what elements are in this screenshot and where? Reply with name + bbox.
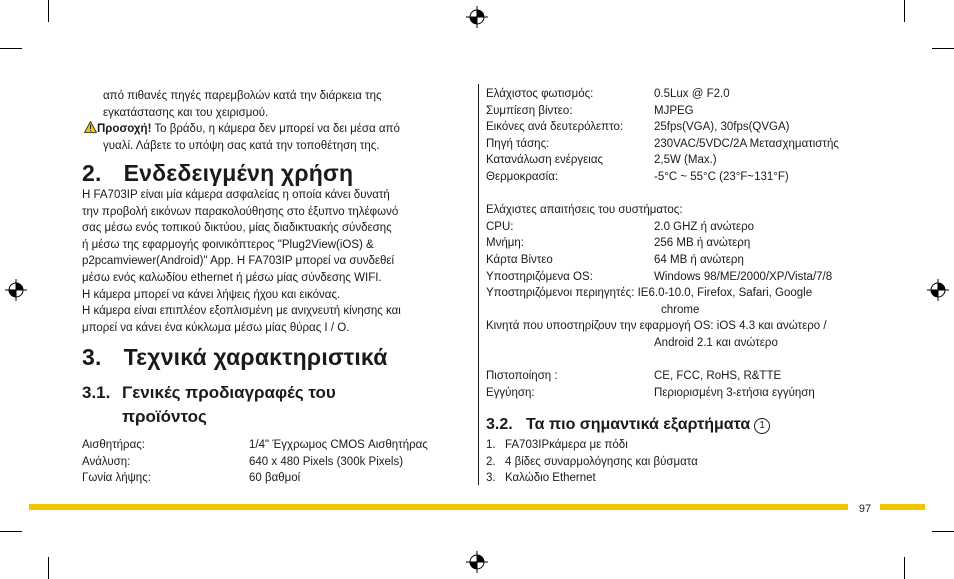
crop-mark <box>932 48 954 49</box>
spec-key: Κατανάλωση ενέργειας <box>486 154 604 167</box>
spec-key: Γωνία λήψης: <box>82 472 151 485</box>
section-number: 3.1. <box>82 383 111 402</box>
section-number: 3.2. <box>486 416 513 433</box>
spec-row <box>486 368 886 385</box>
registration-mark-icon <box>927 279 949 301</box>
spec-key: Πιστοποίηση : <box>486 370 558 383</box>
spec-value: Περιορισμένη 3-ετήσια εγγύηση <box>654 386 815 399</box>
spec-row <box>486 136 886 153</box>
page-number: 97 <box>858 503 872 515</box>
spec-row-mobile <box>486 318 886 335</box>
spec-key: Θερμοκρασία: <box>486 170 559 183</box>
spec-value: IE6.0-10.0, Firefox, Safari, Google <box>634 287 813 300</box>
footer-accent-bar <box>880 504 925 510</box>
caution-text: γυαλί. Λάβετε το υπόψη σας κατά την τοποθέτηση της. <box>103 139 380 152</box>
callout-number-badge: 1 <box>754 418 770 434</box>
usage-line: H FA703IP είναι μία κάμερα ασφαλείας η οποία κάνει δυνατή <box>82 189 390 201</box>
spec-row <box>486 169 886 186</box>
usage-line: μέσω ενός καλωδίου ethernet ή μέσω μίας σύνδεσης WIFI. <box>82 271 382 284</box>
usage-line: την προβολή εικόνων παρακολούθησης στο έξυπνο τηλέφωνό <box>82 205 399 218</box>
spec-key: Κάρτα Βίντεο <box>486 253 553 266</box>
spec-key: Ελάχιστος φωτισμός: <box>486 88 594 100</box>
spec-row <box>486 152 886 169</box>
registration-mark-icon <box>466 6 488 28</box>
spec-row <box>82 437 452 454</box>
section-number: 3. <box>82 344 102 370</box>
spec-key: Υποστηριζόμενοι περιηγητές: IE6.0-10.0, Firefox, Safari, Google <box>486 287 813 300</box>
spec-row <box>486 119 886 136</box>
spec-value: 64 MB ή ανώτερη <box>654 253 744 266</box>
spec-value: 2.0 GHZ ή ανώτερο <box>654 220 755 233</box>
spec-row <box>486 219 886 236</box>
list-text: FA703IPκάμερα με πόδι <box>505 439 628 451</box>
spec-key: Συμπίεση βίντεο: <box>486 104 573 117</box>
general-specs-table <box>82 437 452 487</box>
spec-value: 256 MB ή ανώτερη <box>654 237 751 250</box>
footer-accent-bar <box>29 504 848 510</box>
spec-value: CE, FCC, RoHS, R&TTE <box>654 370 782 383</box>
crop-mark <box>904 557 905 579</box>
spec-row <box>82 454 452 471</box>
spec-key: Εγγύηση: <box>486 386 535 399</box>
caution-label: Προσοχή! <box>97 123 152 135</box>
spec-row <box>486 385 886 402</box>
spec-value: Windows 98/ME/2000/XP/Vista/7/8 <box>654 270 833 283</box>
spec-row <box>82 470 452 487</box>
spec-value: 2,5W (Max.) <box>654 154 717 167</box>
section-number: 2. <box>82 160 102 186</box>
spec-row <box>486 235 886 252</box>
usage-line: μπορεί να κάνει ένα κύκλωμα μέσω μίας θύρας I / O. <box>82 321 350 334</box>
section-title: Ενδεδειγμένη χρήση <box>123 160 354 186</box>
spec-value: 25fps(VGA), 30fps(QVGA) <box>654 121 790 134</box>
spec-value: chrome <box>661 303 700 316</box>
usage-line: p2pcamviewer(Android)" App. H FA703IP μπορεί να συνδεθεί <box>82 255 395 268</box>
spec-value: 640 x 480 Pixels (300k Pixels) <box>249 455 404 468</box>
intro-line: εγκατάστασης και του χειρισμού. <box>103 106 269 119</box>
list-text: Καλώδιο Ethernet <box>505 472 596 485</box>
spec-value: 230VAC/5VDC/2A Μετασχηματιστής <box>654 137 839 150</box>
usage-line: ή μέσω της εφαρμογής φοινικόπτερος "Plug2View(iOS) & <box>82 238 374 251</box>
usage-line: H κάμερα είναι επιπλέον εξοπλισμένη με ανιχνευτή κίνησης και <box>82 305 401 318</box>
list-text: 4 βίδες συναρμολόγησης και βύσματα <box>505 455 698 468</box>
crop-mark <box>48 557 49 579</box>
extended-specs-table <box>486 86 886 401</box>
spec-key: Ανάλυση: <box>82 455 131 468</box>
section-title: προϊόντος <box>122 407 207 426</box>
list-number: 3. <box>486 472 496 485</box>
spec-row <box>486 269 886 286</box>
section-title: Τεχνικά χαρακτηριστικά <box>123 344 388 370</box>
spec-value: Android 2.1 και ανώτερο <box>654 336 778 349</box>
spec-key: Υποστηριζόμενα OS: <box>486 270 593 283</box>
spec-key: Μνήμη: <box>486 237 524 250</box>
section-2-heading <box>82 160 353 187</box>
section-3-heading <box>82 344 388 371</box>
spec-value: 0.5Lux @ F2.0 <box>654 88 730 100</box>
intro-text <box>103 88 382 121</box>
spec-key: Κινητά που υποστηρίζουν την εφαρμογή OS: iOS 4.3 και ανώτερο / <box>486 320 827 333</box>
sysreq-title: Ελάχιστες απαιτήσεις του συστήματος: <box>486 204 683 217</box>
intro-line: από πιθανές πηγές παρεμβολών κατά την διάρκεια της <box>103 90 382 102</box>
registration-mark-icon <box>466 551 488 573</box>
section-3-1-heading <box>82 381 336 429</box>
section-3-2-heading <box>486 416 770 434</box>
caution-text: Το βράδυ, η κάμερα δεν μπορεί να δει μέσα από <box>151 123 400 135</box>
crop-mark <box>0 531 22 532</box>
crop-mark <box>932 531 954 532</box>
usage-line: σας μέσω ενός τοπικού δικτύου, μίας διαδικτυακής σύνδεσης <box>82 222 392 235</box>
crop-mark <box>0 48 22 49</box>
spec-key: Εικόνες ανά δευτερόλεπτο: <box>486 121 624 134</box>
spec-row <box>486 252 886 269</box>
section-title: Τα πιο σημαντικά εξαρτήματα <box>526 416 751 433</box>
crop-mark <box>904 0 905 22</box>
column-divider <box>478 84 479 485</box>
registration-mark-icon <box>5 279 27 301</box>
spec-row <box>486 86 886 103</box>
caution-block <box>84 121 400 154</box>
spec-row-browsers <box>486 285 886 302</box>
spec-key: Πηγή τάσης: <box>486 137 550 150</box>
usage-line: Η κάμερα μπορεί να κάνει λήψεις ήχου και εικόνας. <box>82 288 341 301</box>
spec-value: -5°C ~ 55°C (23°F~131°F) <box>654 170 789 183</box>
crop-mark <box>48 0 49 22</box>
spec-key: Αισθητήρας: <box>82 439 145 451</box>
usage-paragraph <box>82 187 401 336</box>
spec-value: MJPEG <box>654 104 694 117</box>
spec-row <box>486 103 886 120</box>
section-title: Γενικές προδιαγραφές του <box>122 383 336 402</box>
spec-value: 60 βαθμοί <box>249 472 301 485</box>
spec-key: CPU: <box>486 220 514 233</box>
list-number: 2. <box>486 455 496 468</box>
list-number: 1. <box>486 439 496 451</box>
spec-value: 1/4" Έγχρωμος CMOS Αισθητήρας <box>249 439 428 451</box>
warning-icon <box>84 121 97 133</box>
